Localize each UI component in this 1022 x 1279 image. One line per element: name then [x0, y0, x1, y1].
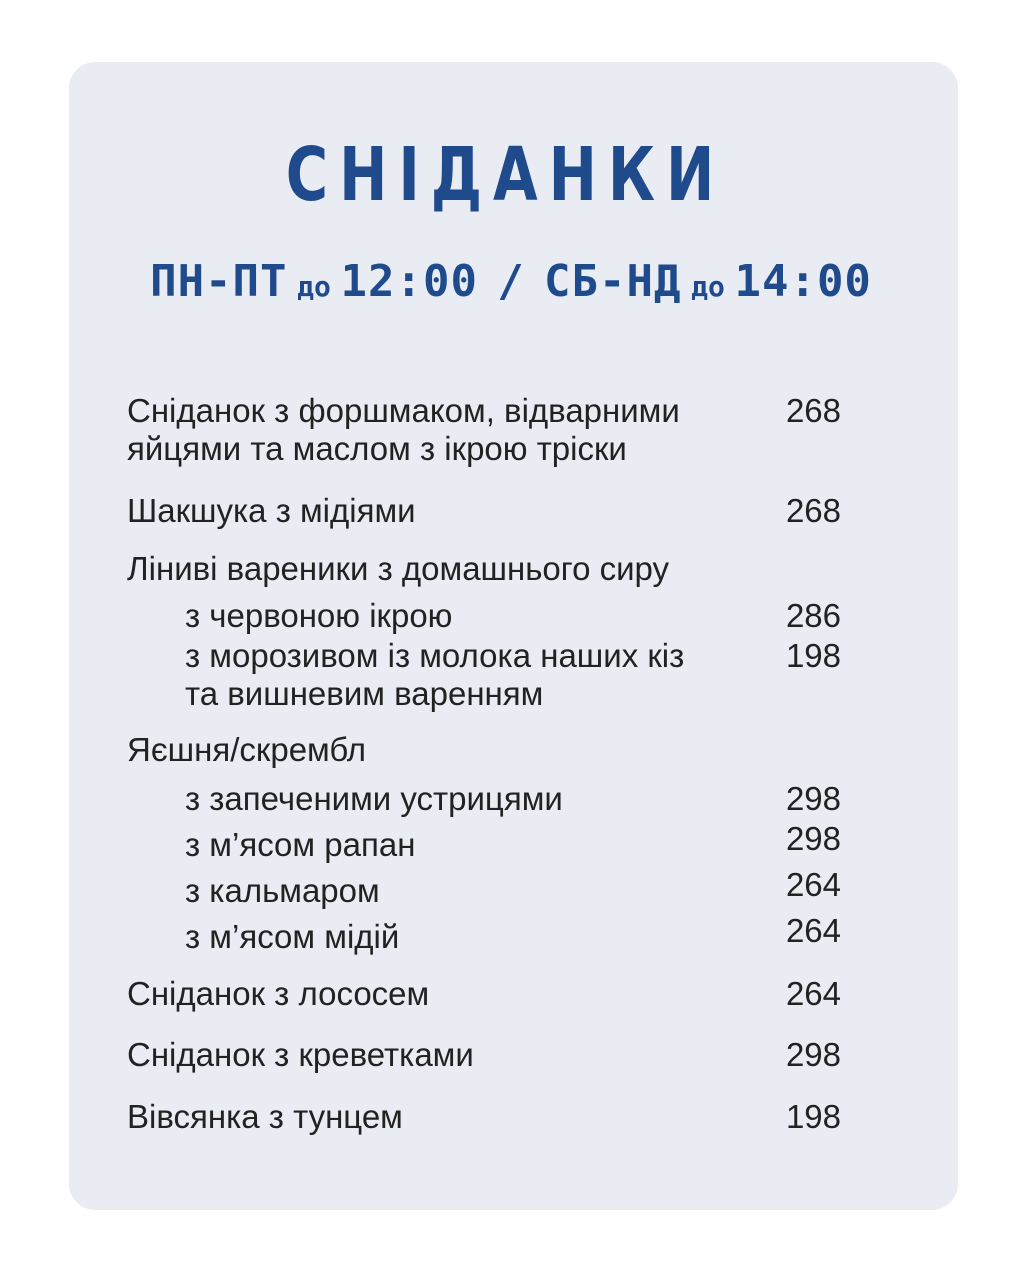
weekend-until: до — [691, 270, 725, 303]
menu-item-option — [185, 597, 841, 635]
menu-item-price: 264 — [785, 866, 841, 903]
menu-item-option — [185, 866, 841, 910]
menu-item-price: 298 — [785, 820, 841, 857]
weekend-label: СБ-НД — [544, 256, 682, 307]
menu-item-option — [185, 780, 841, 818]
menu-item-name-line: з морозивом із молока наших кіз — [185, 637, 685, 674]
menu-item-group — [127, 731, 841, 769]
menu-item-name: Ліниві вареники з домашнього сиру — [127, 550, 670, 587]
menu-item — [127, 392, 841, 468]
menu-item-name: з м’ясом мідій — [185, 918, 400, 955]
menu-item-price: 268 — [785, 492, 841, 529]
hours-separator: / — [497, 256, 525, 307]
weekend-time: 14:00 — [734, 256, 872, 307]
menu-item — [127, 1036, 841, 1074]
weekdays-until: до — [297, 270, 331, 303]
menu-item-name — [127, 392, 727, 468]
menu-item-price: 198 — [785, 1098, 841, 1135]
menu-item-price: 198 — [785, 637, 841, 674]
menu-item-name: з червоною ікрою — [185, 597, 453, 634]
menu-item-price: 298 — [785, 780, 841, 817]
menu-item-name-line: яйцями та маслом з ікрою тріски — [127, 430, 627, 467]
menu-item-price: 268 — [785, 392, 841, 429]
menu-item-option — [185, 912, 841, 956]
menu-item-price: 264 — [785, 975, 841, 1012]
menu-item-price: 298 — [785, 1036, 841, 1073]
weekdays-time: 12:00 — [340, 256, 478, 307]
menu-item-name: Вівсянка з тунцем — [127, 1098, 403, 1135]
opening-hours — [0, 252, 1022, 321]
menu-title: СНІДАНКИ — [285, 132, 726, 218]
weekdays-label: ПН-ПТ — [150, 256, 288, 307]
menu-item — [127, 975, 841, 1013]
menu-item-name-line: та вишневим варенням — [185, 675, 544, 712]
menu-item-name: Яєшня/скрембл — [127, 731, 367, 768]
menu-item — [127, 492, 841, 530]
menu-item-name: Шакшука з мідіями — [127, 492, 416, 529]
menu-item-price: 264 — [785, 912, 841, 949]
menu-item-option — [185, 820, 841, 864]
menu-item-name: з кальмаром — [185, 872, 380, 909]
menu-item-name: Сніданок з креветками — [127, 1036, 474, 1073]
menu-item — [127, 1098, 841, 1136]
menu-item-name: Сніданок з лососем — [127, 975, 430, 1012]
menu-item-group — [127, 550, 841, 588]
menu-item-name-line: Сніданок з форшмаком, відварними — [127, 392, 680, 429]
menu-item-option — [185, 637, 841, 713]
menu-item-name: з запеченими устрицями — [185, 780, 563, 817]
menu-item-price: 286 — [785, 597, 841, 634]
menu-item-name: з м’ясом рапан — [185, 826, 416, 863]
menu-item-name — [185, 637, 745, 713]
